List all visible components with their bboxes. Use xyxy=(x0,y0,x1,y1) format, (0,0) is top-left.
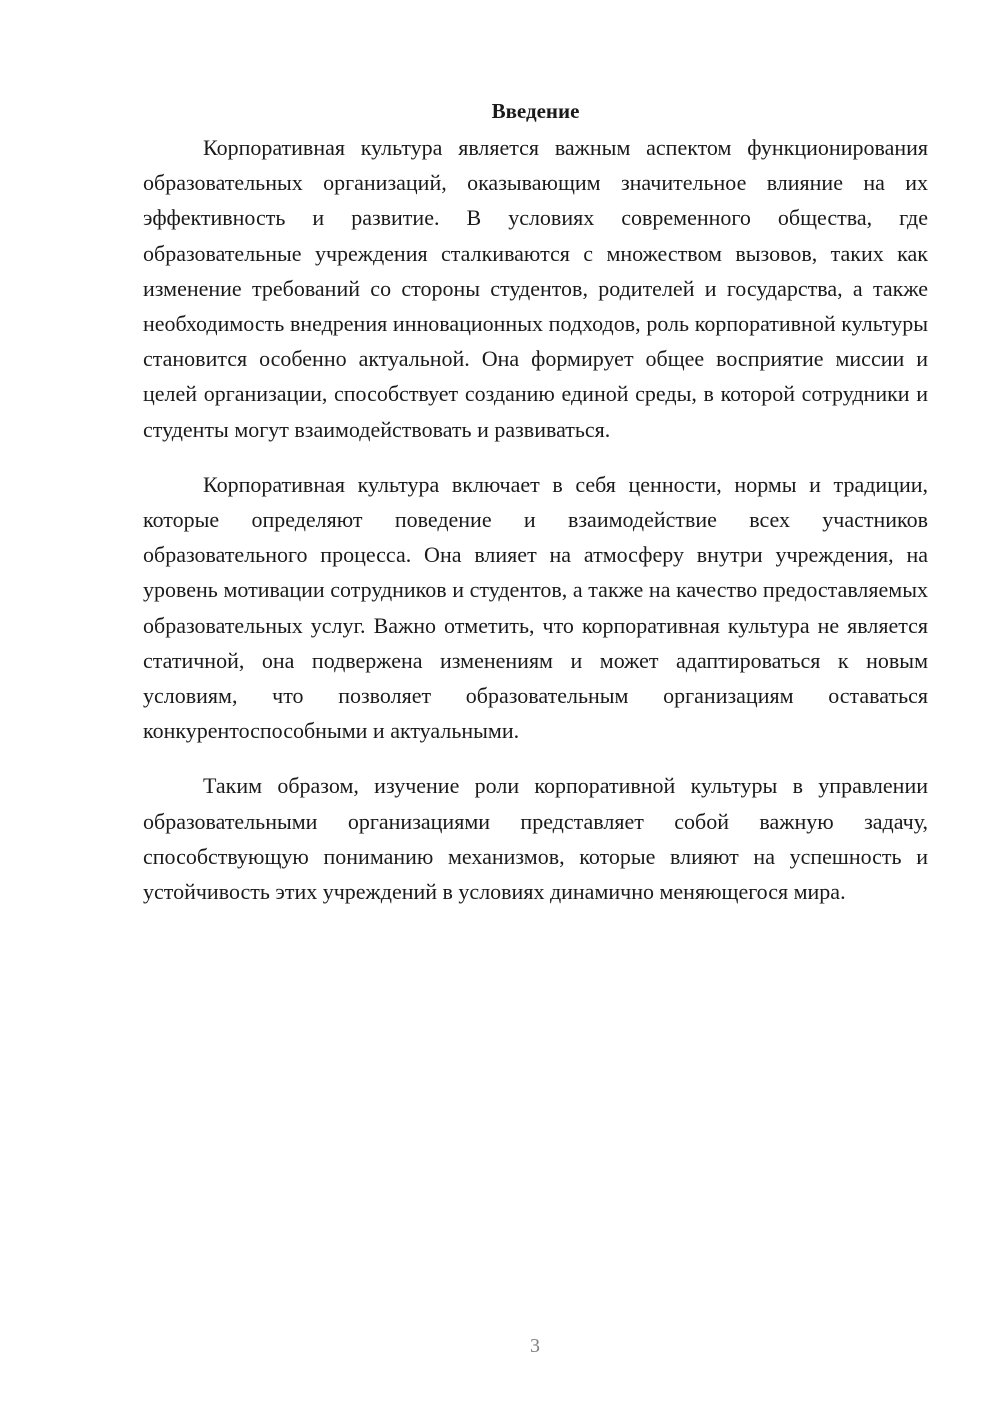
section-heading: Введение xyxy=(491,99,580,123)
paragraph-1: Корпоративная культура является важным аспектом функционирования образовательных организаций, оказывающим значительное влияние на их эффективность и развитие. В условиях современного общества, где образовательные учреждения сталкиваются с множеством вызовов, таких как изменение требований со стороны студентов, родителей и государства, а также необходимость внедрения инновационных подходов, роль корпоративной культуры становится особенно актуальной. Она формирует общее восприятие миссии и целей организации, способствует созданию единой среды, в которой сотрудники и студенты могут взаимодействовать и развиваться. xyxy=(143,135,928,442)
paragraph-3: Таким образом, изучение роли корпоративной культуры в управлении образовательными организациями представляет собой важную задачу, способствующую пониманию механизмов, которые влияют на успешность и устойчивость этих учреждений в условиях динамично меняющегося мира. xyxy=(143,773,928,905)
page-number: 3 xyxy=(530,1335,540,1357)
page-content xyxy=(143,96,928,929)
paragraph-2: Корпоративная культура включает в себя ценности, нормы и традиции, которые определяют поведение и взаимодействие всех участников образовательного процесса. Она влияет на атмосферу внутри учреждения, на уровень мотивации сотрудников и студентов, а также на качество предоставляемых образовательных услуг. Важно отметить, что корпоративная культура не является статичной, она подвержена изменениям и может адаптироваться к новым условиям, что позволяет образовательным организациям оставаться конкурентоспособными и актуальными. xyxy=(143,471,928,744)
